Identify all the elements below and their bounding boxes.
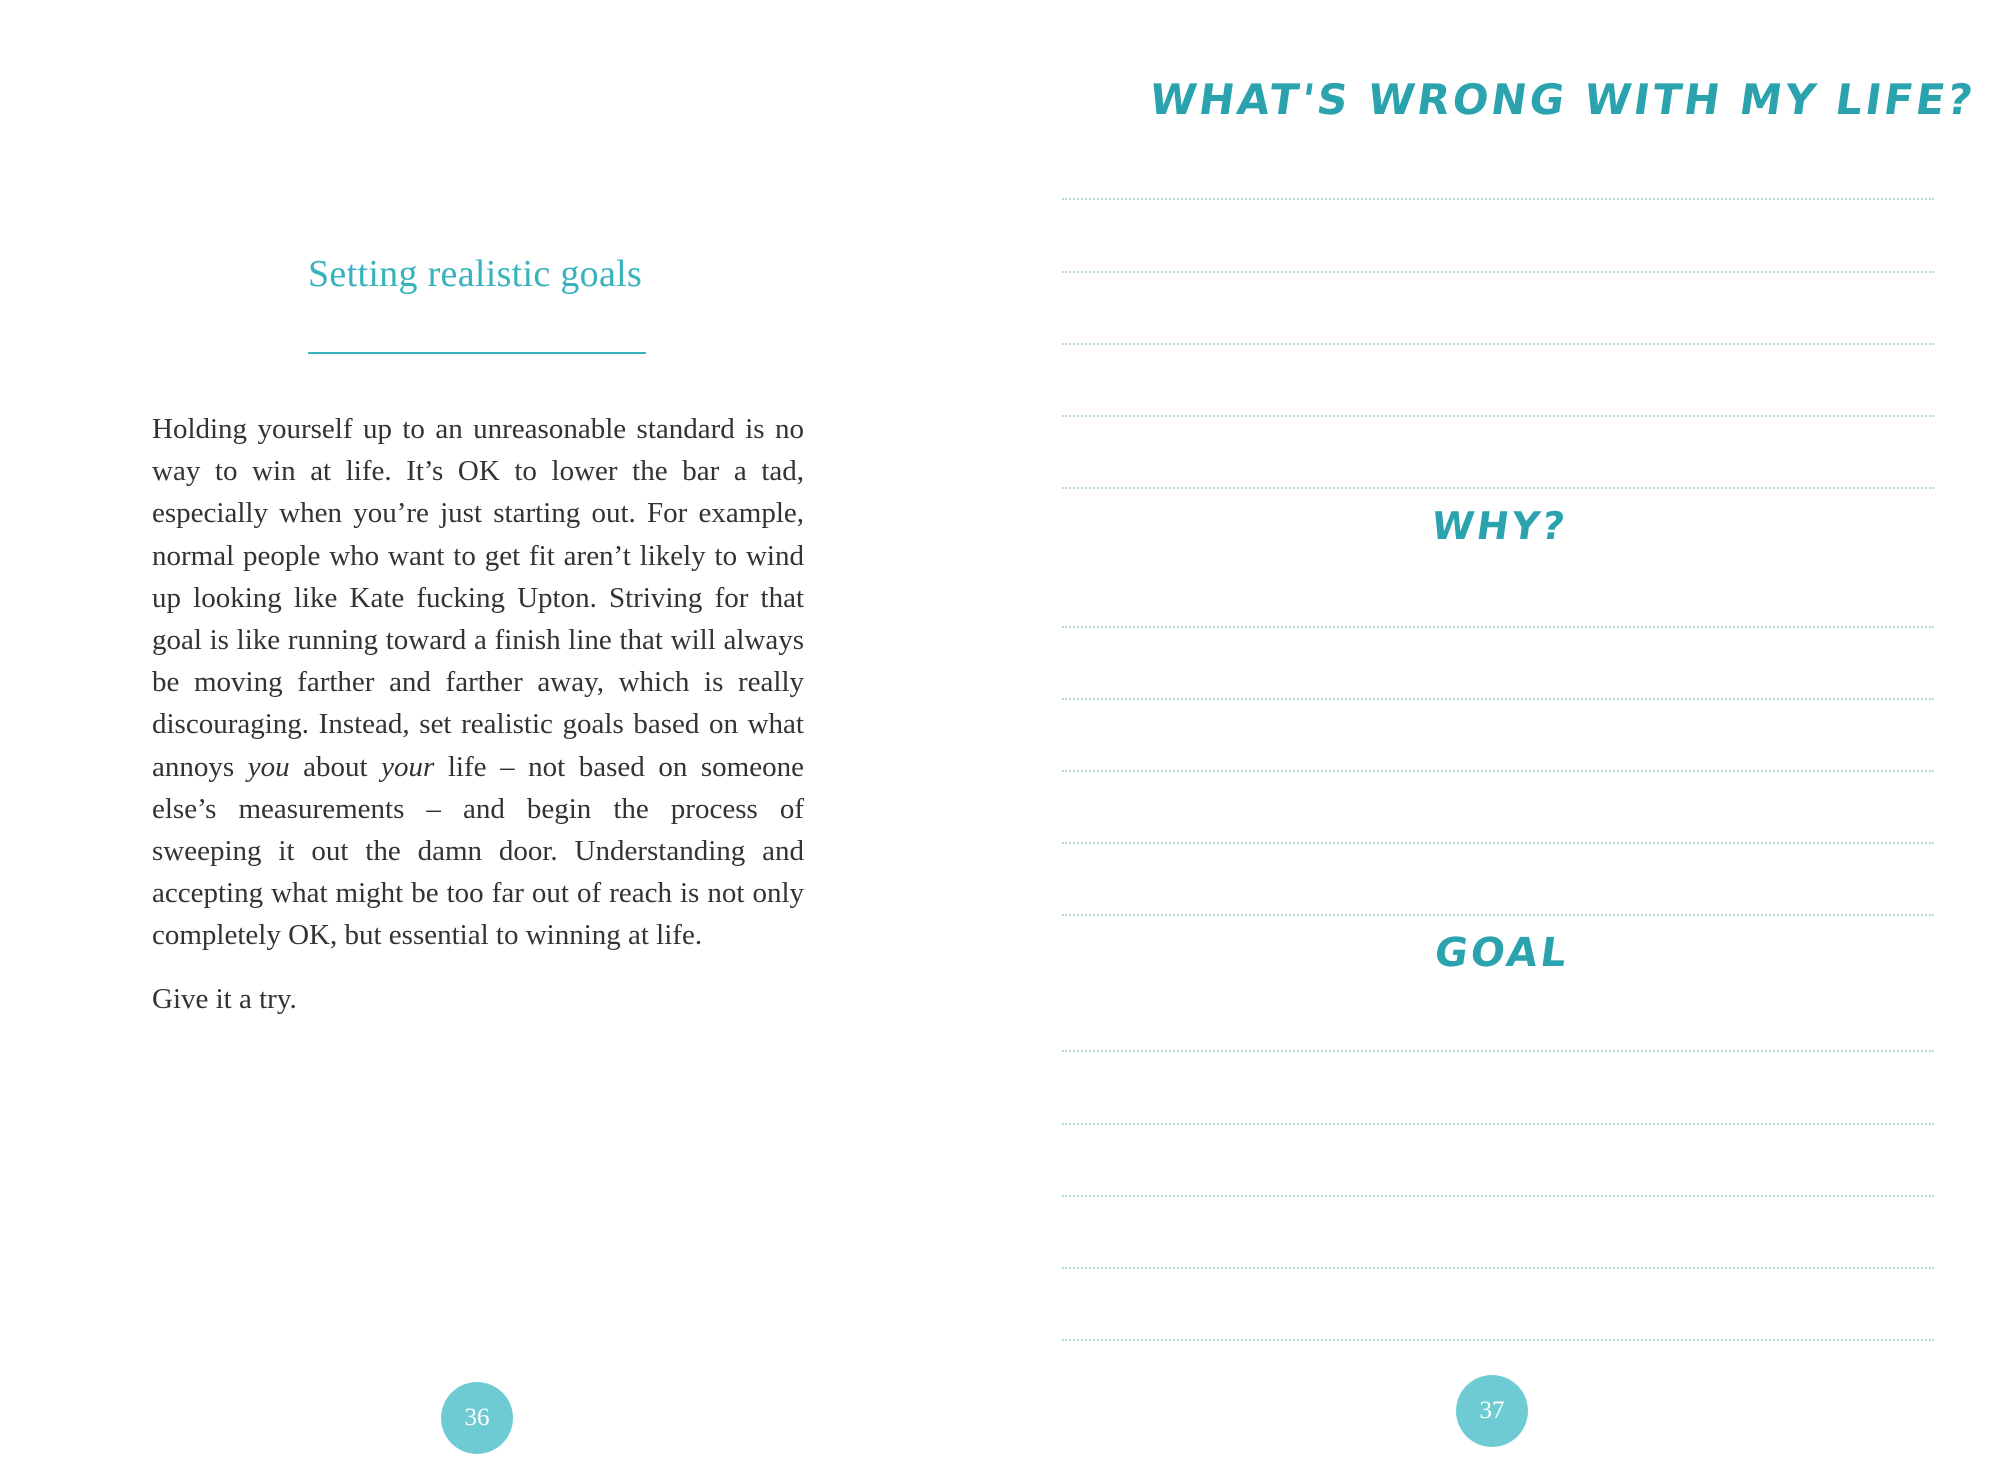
- writing-line[interactable]: [1062, 770, 1934, 772]
- writing-line[interactable]: [1062, 914, 1934, 916]
- body-paragraph: [152, 408, 804, 957]
- right-page: [1010, 0, 2000, 1471]
- page-number-badge-left: [441, 1382, 513, 1454]
- writing-line[interactable]: [1062, 626, 1934, 628]
- body-emphasis-your: your: [381, 750, 435, 783]
- body-text-part3: life – not based on someone else’s measurements – and begin the process of sweeping it out the damn door. Understanding and accepting what might be too far out of reach is not only completely OK, but essential to winning at life.: [152, 750, 804, 952]
- body-text-part2: about: [289, 750, 382, 783]
- page-number-left: 36: [464, 1404, 490, 1431]
- page-number-right: 37: [1479, 1397, 1505, 1424]
- worksheet-heading: WHAT'S WRONG WITH MY LIFE?: [1146, 75, 1979, 124]
- writing-line[interactable]: [1062, 1339, 1934, 1341]
- writing-line[interactable]: [1062, 698, 1934, 700]
- writing-line[interactable]: [1062, 487, 1934, 489]
- writing-line[interactable]: [1062, 842, 1934, 844]
- body-text-part1: Holding yourself up to an unreasonable standard is no way to win at life. It’s OK to lower the bar a tad, especially when you’re just starting out. For example, normal people who want to get fit aren’t likely to wind up looking like Kate fucking Upton. Striving for that goal is like running toward a finish line that will always be moving farther and farther away, which is really discouraging. Instead, set realistic goals based on what annoys: [152, 413, 804, 783]
- writing-line[interactable]: [1062, 1195, 1934, 1197]
- goal-label: GOAL: [1431, 930, 1573, 976]
- section-title: Setting realistic goals: [308, 253, 643, 295]
- closing-line: Give it a try.: [152, 983, 297, 1015]
- why-label: WHY?: [1428, 504, 1571, 548]
- writing-line[interactable]: [1062, 415, 1934, 417]
- writing-line[interactable]: [1062, 343, 1934, 345]
- writing-line[interactable]: [1062, 271, 1934, 273]
- body-emphasis-you: you: [247, 750, 290, 783]
- writing-line[interactable]: [1062, 1267, 1934, 1269]
- title-underline: [308, 352, 646, 354]
- writing-line[interactable]: [1062, 198, 1934, 200]
- writing-line[interactable]: [1062, 1050, 1934, 1052]
- writing-line[interactable]: [1062, 1123, 1934, 1125]
- page-number-badge-right: [1456, 1375, 1528, 1447]
